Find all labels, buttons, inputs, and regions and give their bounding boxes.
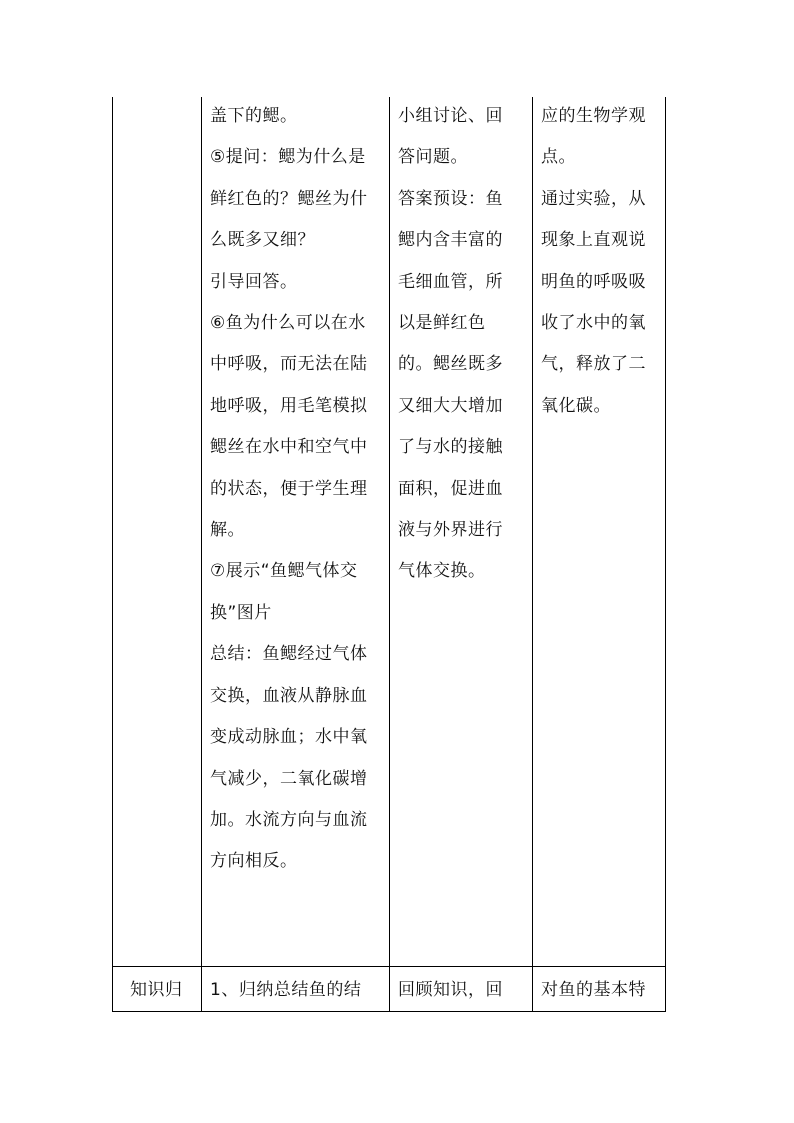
text-line: 么既多又细？ [210,230,315,251]
text-line: 的状态，便于学生理 [210,478,368,499]
text-line: 变成动脉血；水中氧 [210,727,368,748]
text-line: 应的生物学观 [541,106,646,126]
text-line: ⑦展示“鱼鳃气体交 [210,561,358,582]
text-line: 气，释放了二 [541,354,646,375]
text-line: ⑥鱼为什么可以在水 [210,313,366,334]
text-line: 换”图片 [210,602,272,623]
text-line: 点。 [541,147,576,168]
text-line: 通过实验，从 [541,188,646,209]
text-line: 1、归纳总结鱼的结 [210,980,362,1000]
text-line: 液与外界进行 [398,520,503,541]
text-line: 引导回答。 [210,271,298,292]
table-border-left [112,97,113,1012]
text-line: 交换，血液从静脉血 [210,685,368,706]
row2-col4-cell [541,970,646,1011]
row1-col4-cell [541,96,646,427]
text-line: 地呼吸，用毛笔模拟 [210,395,368,416]
text-line: 方向相反。 [210,851,298,872]
text-line: 以是鲜红色 [398,313,486,334]
text-line: 收了水中的氧 [541,313,646,334]
text-line: 小组讨论、回 [398,106,503,126]
text-line: 氧化碳。 [541,395,611,416]
text-line: ⑤提问：鳃为什么是 [210,147,366,168]
text-line: 面积，促进血 [398,478,503,499]
text-line: 又细大大增加 [398,395,503,416]
table-border-col4 [532,97,533,1012]
row2-col2-cell [210,970,361,1011]
table-border-col3 [389,97,390,1012]
text-line: 盖下的鳃。 [210,106,298,126]
row2-col1-cell [130,970,183,1011]
text-line: 加。水流方向与血流 [210,809,368,830]
text-line: 鳃内含丰富的 [398,230,503,251]
row1-col3-cell [398,96,503,593]
text-line: 答案预设：鱼 [398,188,503,209]
row1-col2-cell [210,96,368,883]
text-line: 明鱼的呼吸吸 [541,271,646,292]
text-line: 回顾知识，回 [398,980,503,1000]
text-line: 气体交换。 [398,561,486,582]
text-line: 知识归 [130,980,183,1000]
text-line: 的。鳃丝既多 [398,354,503,375]
text-line: 了与水的接触 [398,437,503,458]
text-line: 解。 [210,520,245,541]
text-line: 鲜红色的？鳃丝为什 [210,188,368,209]
table-border-col2 [201,97,202,1012]
text-line: 总结：鱼鳃经过气体 [210,644,368,665]
table-border-right [665,97,666,1012]
text-line: 对鱼的基本特 [541,980,646,1000]
text-line: 鳃丝在水中和空气中 [210,437,368,458]
row2-col3-cell [398,970,503,1011]
text-line: 答问题。 [398,147,468,168]
text-line: 毛细血管，所 [398,271,503,292]
text-line: 现象上直观说 [541,230,646,251]
text-line: 中呼吸，而无法在陆 [210,354,368,375]
row-divider [112,966,666,967]
text-line: 气减少，二氧化碳增 [210,768,368,789]
